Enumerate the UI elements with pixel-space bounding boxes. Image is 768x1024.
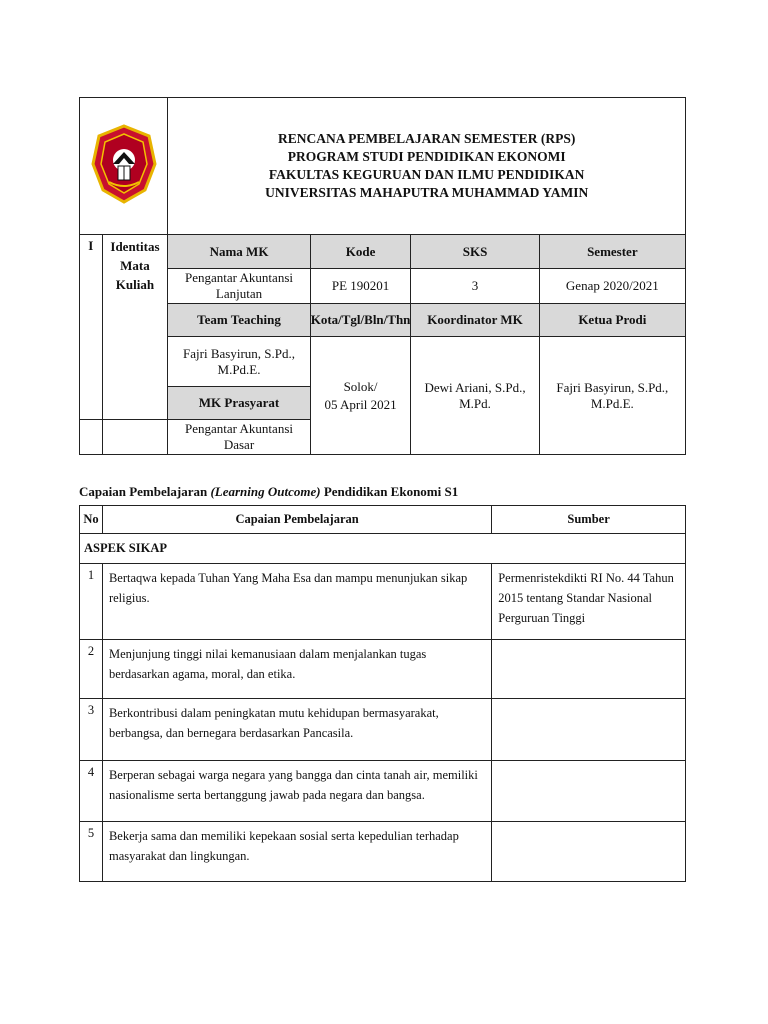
learning-outcome-table [79, 505, 686, 882]
outcome-text: Bertaqwa kepada Tuhan Yang Maha Esa dan mampu menunjukan sikap religius. [102, 564, 491, 640]
col-koordinator: Koordinator MK [411, 304, 539, 337]
outcome-text: Berkontribusi dalam peningkatan mutu kehidupan bermasyarakat, berbangsa, dan bernegara berdasarkan Pancasila. [102, 699, 491, 761]
prasyarat-value: Pengantar Akuntansi Dasar [168, 420, 310, 455]
table-row [80, 640, 686, 699]
outcome-text: Berperan sebagai warga negara yang bangga dan cinta tanah air, memiliki nasionalisme serta bertanggung jawab pada negara dan bangsa. [102, 761, 491, 822]
ketua-prodi-value: Fajri Basyirun, S.Pd., M.Pd.E. [539, 337, 685, 455]
koordinator-value: Dewi Ariani, S.Pd., M.Pd. [411, 337, 539, 455]
col-kota-tgl: Kota/Tgl/Bln/Thn [310, 304, 411, 337]
kota-line: Solok/ [343, 378, 378, 394]
col-nama-mk: Nama MK [168, 235, 310, 269]
semester-value: Genap 2020/2021 [539, 269, 685, 304]
header-title: RENCANA PEMBELAJARAN SEMESTER (RPS) [277, 131, 576, 146]
outcome-source [492, 699, 686, 761]
logo-cell [80, 98, 168, 235]
row-number: 2 [80, 640, 103, 699]
col-sumber: Sumber [492, 506, 686, 534]
nama-mk-value: Pengantar Akuntansi Lanjutan [168, 269, 310, 304]
row-number: 4 [80, 761, 103, 822]
col-team-teaching: Team Teaching [168, 304, 310, 337]
col-kode: Kode [310, 235, 411, 269]
outcome-source [492, 640, 686, 699]
caption-italic: (Learning Outcome) [210, 484, 321, 499]
section-number: I [80, 235, 103, 420]
rps-identity-table [79, 97, 686, 455]
header-university: UNIVERSITAS MAHAPUTRA MUHAMMAD YAMIN [265, 185, 589, 200]
outcome-text: Menjunjung tinggi nilai kemanusiaan dalam menjalankan tugas berdasarkan agama, moral, dan etika. [102, 640, 491, 699]
document-header [168, 98, 686, 235]
col-mk-prasyarat: MK Prasyarat [168, 387, 310, 420]
outcome-source: Permenristekdikti RI No. 44 Tahun 2015 tentang Standar Nasional Perguruan Tinggi [492, 564, 686, 640]
col-sks: SKS [411, 235, 539, 269]
sks-value: 3 [411, 269, 539, 304]
section-aspek-sikap: ASPEK SIKAP [80, 534, 686, 564]
header-faculty: FAKULTAS KEGURUAN DAN ILMU PENDIDIKAN [268, 167, 585, 182]
kota-tgl-value [310, 337, 411, 455]
table-row [80, 564, 686, 640]
row-number: 5 [80, 822, 103, 882]
learning-outcome-caption [79, 484, 458, 500]
section-label: Identitas Mata Kuliah [102, 235, 168, 420]
team-teaching-value: Fajri Basyirun, S.Pd., M.Pd.E. [168, 337, 310, 387]
table-row [80, 761, 686, 822]
outcome-source [492, 761, 686, 822]
outcome-source [492, 822, 686, 882]
kode-value: PE 190201 [310, 269, 411, 304]
university-seal-icon [91, 124, 157, 204]
caption-post: Pendidikan Ekonomi S1 [320, 484, 459, 499]
col-semester: Semester [539, 235, 685, 269]
tanggal-line: 05 April 2021 [324, 396, 397, 412]
header-program: PROGRAM STUDI PENDIDIKAN EKONOMI [287, 149, 566, 164]
outcome-text: Bekerja sama dan memiliki kepekaan sosial serta kepedulian terhadap masyarakat dan lingkungan. [102, 822, 491, 882]
col-no: No [80, 506, 103, 534]
row-number: 3 [80, 699, 103, 761]
caption-pre: Capaian Pembelajaran [79, 484, 211, 499]
col-capaian: Capaian Pembelajaran [102, 506, 491, 534]
row-number: 1 [80, 564, 103, 640]
table-row [80, 822, 686, 882]
table-row [80, 699, 686, 761]
col-ketua-prodi: Ketua Prodi [539, 304, 685, 337]
